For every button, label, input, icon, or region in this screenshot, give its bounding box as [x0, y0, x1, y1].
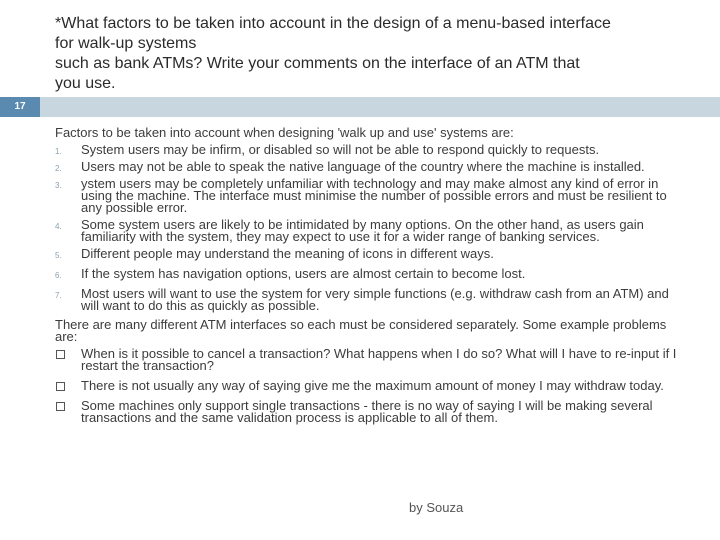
factor-text: Most users will want to use the system for very simple functions (e.g. withdraw cash from an ATM) and will want to do this as quickly as possible.	[81, 286, 669, 313]
factor-number: 5.	[55, 251, 62, 260]
footer-credit: by Souza	[409, 500, 464, 515]
problem-text: There is not usually any way of saying give me the maximum amount of money I may withdraw today.	[81, 378, 664, 393]
factor-text: Different people may understand the meaning of icons in different ways.	[81, 246, 494, 261]
intro-text: Factors to be taken into account when designing 'walk up and use' systems are:	[55, 125, 514, 140]
slide-title: *What factors to be taken into account in the design of a menu-based interface for walk-up systems such as bank ATMs? Write your comments on the interface of an ATM that you use.	[55, 15, 611, 92]
checkbox-bullet-icon	[56, 350, 65, 359]
factor-text: ystem users may be completely unfamiliar with technology and may make almost any kind of error in using the machine. The interface must minimise the number of possible errors and must be resilient to any possible error.	[81, 176, 667, 215]
factor-item	[55, 248, 685, 260]
factor-number: 4.	[55, 222, 62, 231]
factor-number: 2.	[55, 164, 62, 173]
factor-item	[55, 288, 685, 312]
problem-text: When is it possible to cancel a transaction? What happens when I do so? What will I have to re-input if I restart the transaction?	[81, 346, 677, 373]
factor-item	[55, 219, 685, 243]
factor-number: 7.	[55, 291, 62, 300]
problem-item	[55, 380, 685, 392]
factor-text: If the system has navigation options, users are almost certain to become lost.	[81, 266, 526, 281]
problem-item	[55, 400, 685, 424]
checkbox-bullet-icon	[56, 382, 65, 391]
factor-number: 3.	[55, 181, 62, 190]
factor-text: Some system users are likely to be intimidated by many options. On the other hand, as users gain familiarity with the system, they may expect to use it for a wider range of banking services.	[81, 217, 644, 244]
slide-body	[55, 127, 685, 424]
factor-number: 1.	[55, 147, 62, 156]
factor-item	[55, 161, 685, 173]
factor-text: System users may be infirm, or disabled so will not be able to respond quickly to requests.	[81, 142, 600, 157]
factor-item	[55, 268, 685, 280]
slide-number: 17	[0, 97, 40, 117]
problem-item	[55, 348, 685, 372]
problem-text: Some machines only support single transactions - there is no way of saying I will be making several transactions and the same validation process is applicable to all of them.	[81, 398, 653, 425]
factor-number: 6.	[55, 271, 62, 280]
factor-text: Users may not be able to speak the native language of the country where the machine is installed.	[81, 159, 645, 174]
factor-item	[55, 144, 685, 156]
checkbox-bullet-icon	[56, 402, 65, 411]
title-divider-band	[0, 97, 720, 117]
factor-item	[55, 178, 685, 214]
problems-intro-text: There are many different ATM interfaces so each must be considered separately. Some example problems are:	[55, 317, 667, 344]
